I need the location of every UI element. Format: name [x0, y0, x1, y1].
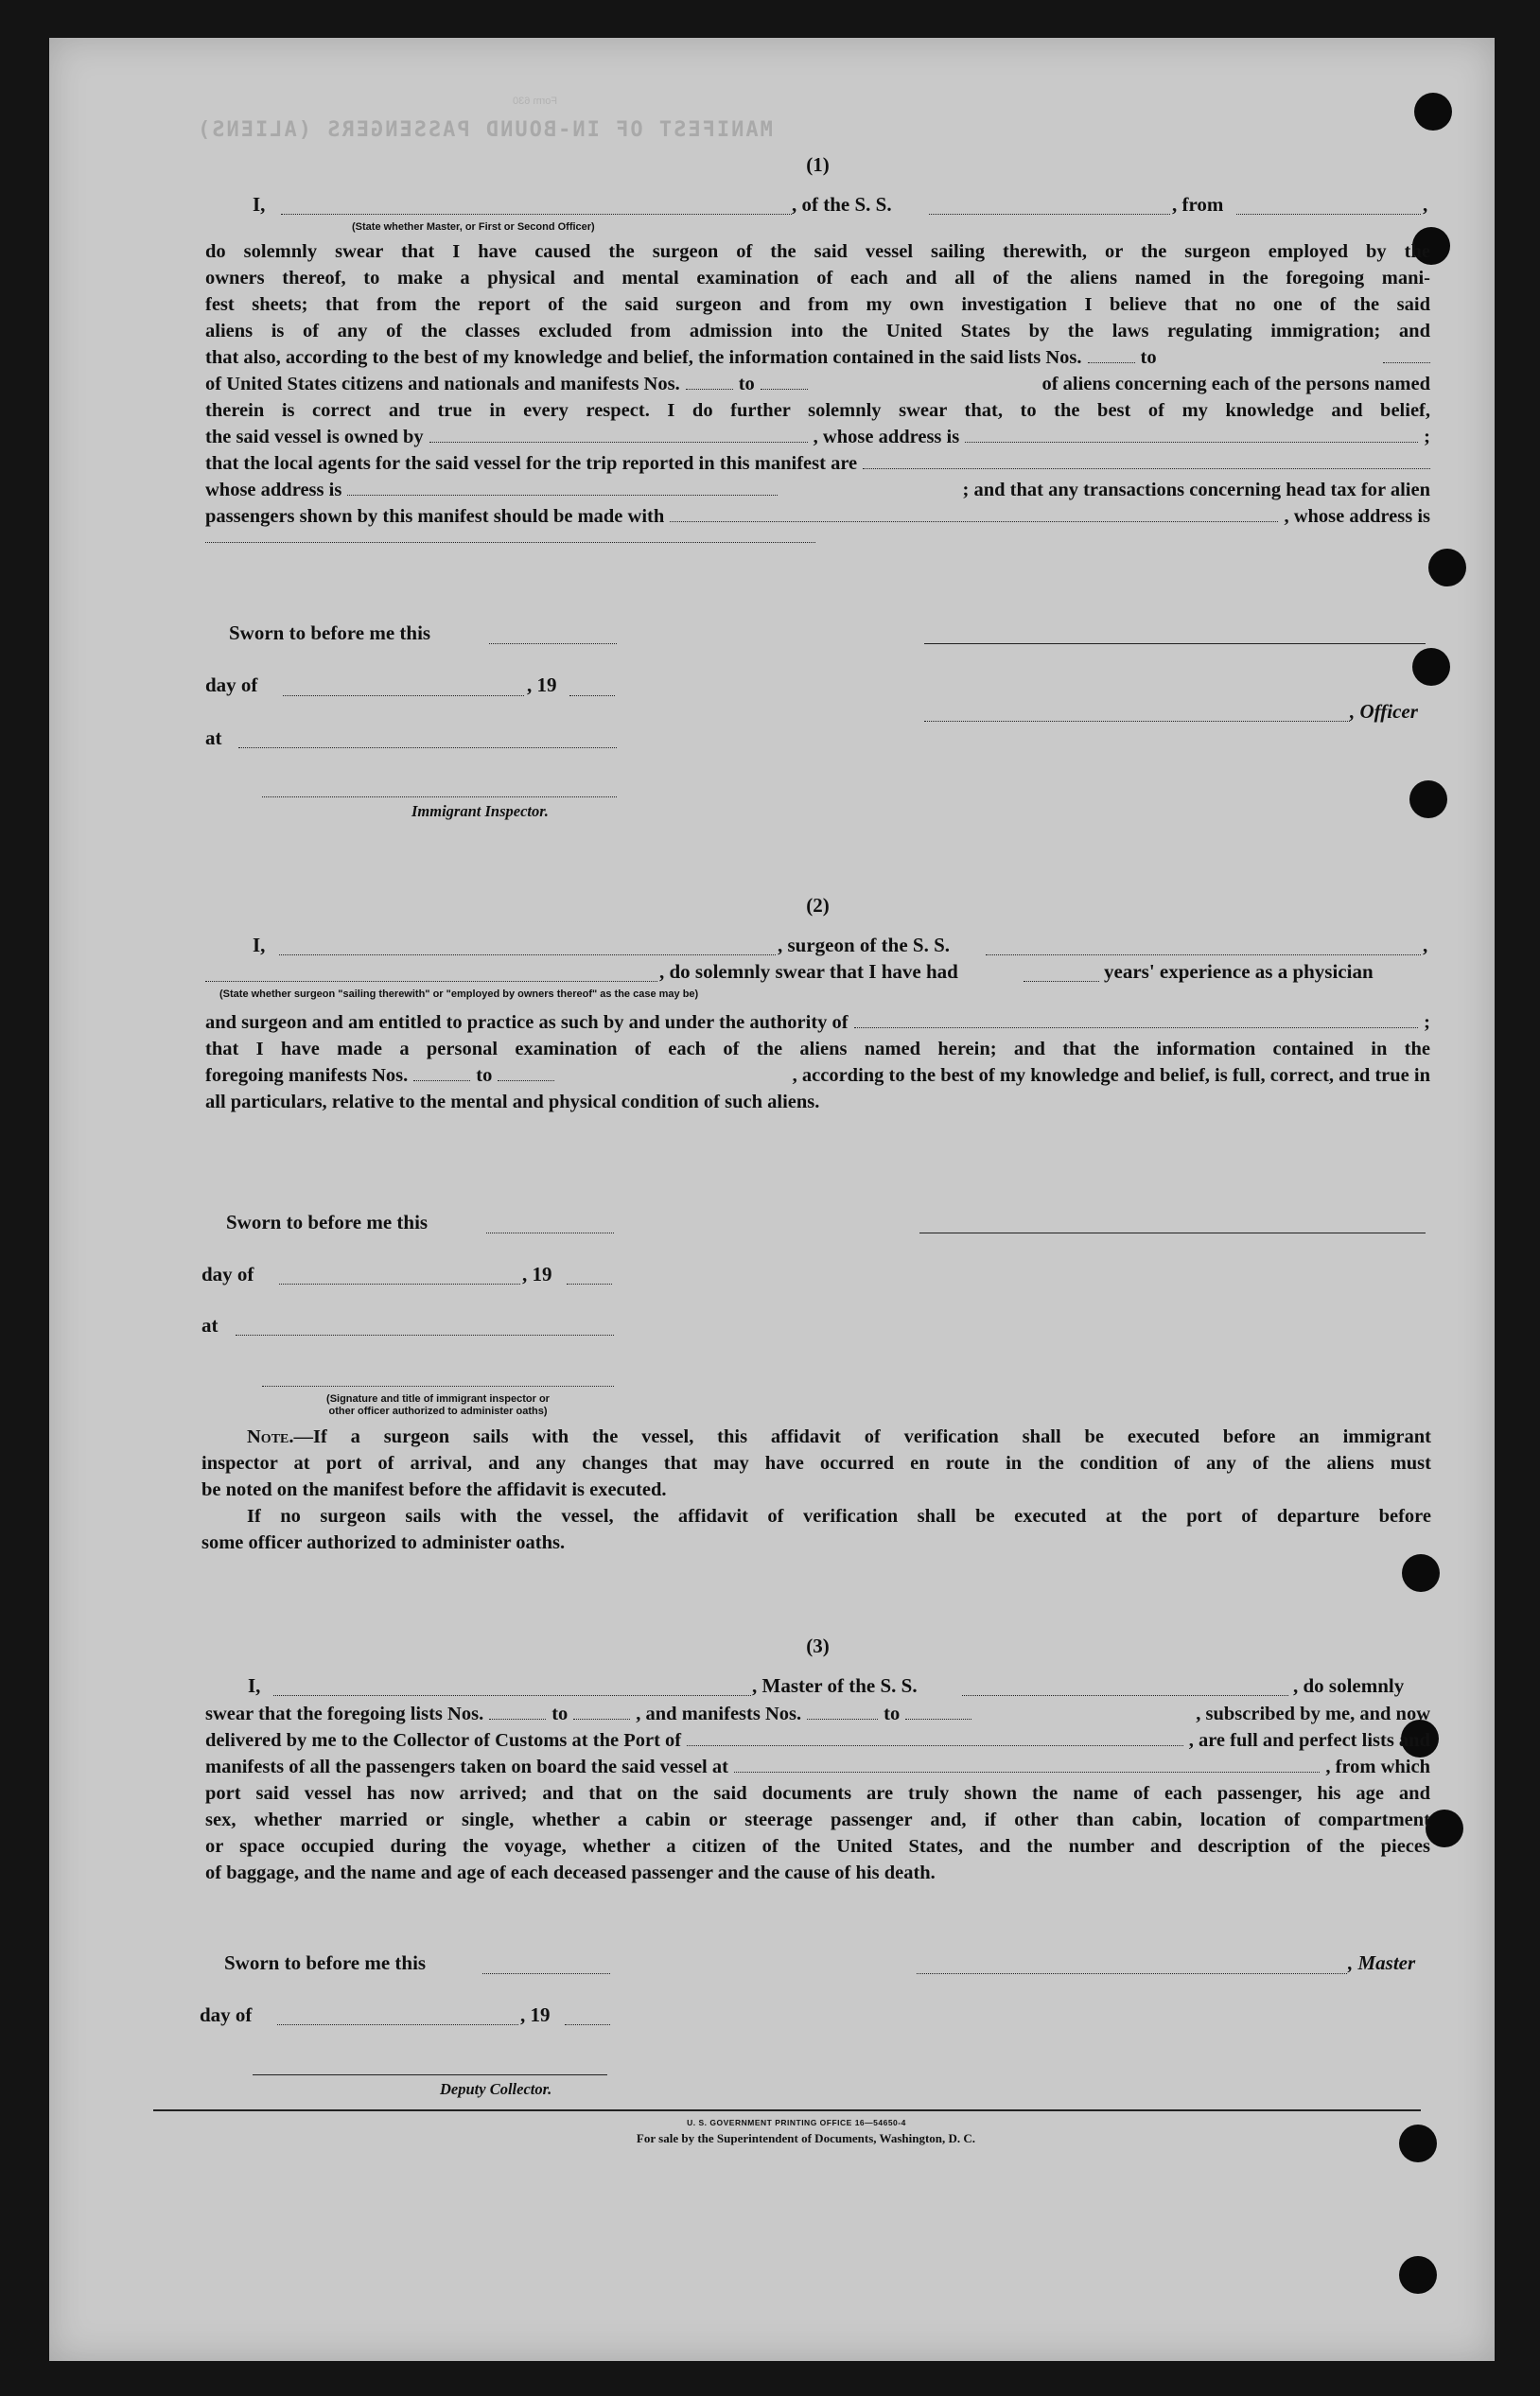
body-line: do solemnly swear that I have caused the surgeon of the said vessel sailing therewith, or the surgeon employed by the [205, 241, 1430, 262]
note-block [201, 1424, 1431, 1556]
owned-by-line: the said vessel is owned by , whose address is ; [205, 427, 1430, 447]
collector-line: delivered by me to the Collector of Customs at the Port of , are full and perfect lists and [205, 1730, 1430, 1751]
sworn-label: Sworn to before me this [224, 1951, 427, 1974]
manifests-to-field[interactable] [761, 388, 808, 390]
section-number: (3) [806, 1635, 830, 1657]
agents-line: that the local agents for the said vessel for the trip reported in this manifest are [205, 450, 1430, 477]
bleed-through-form-number: Form 630 [513, 96, 558, 107]
master-signature-line[interactable] [917, 1973, 1347, 1974]
binder-hole [1428, 549, 1466, 586]
manifests-from-field[interactable] [413, 1079, 470, 1081]
body-line: aliens is of any of the classes excluded from admission into the United States by the laws regulating immigration; and [205, 321, 1430, 341]
owner-field[interactable] [429, 441, 808, 443]
officer-label: , Officer [1350, 700, 1418, 723]
manifests-to-field[interactable] [498, 1079, 554, 1081]
at-label: at [201, 1314, 219, 1337]
day-of-field[interactable] [279, 1284, 520, 1285]
binder-hole [1414, 93, 1452, 131]
note-line: some officer authorized to administer oaths. [201, 1532, 566, 1553]
deputy-label: Deputy Collector. [440, 2080, 552, 2098]
body-line: or space occupied during the voyage, whether a citizen of the United States, and the number and description of the pieces [205, 1836, 1430, 1857]
master-ss-label: , Master of the S. S. [752, 1674, 918, 1697]
from-port-field[interactable] [1236, 214, 1421, 215]
year-field[interactable] [567, 1284, 612, 1285]
manifests-from-field[interactable] [807, 1718, 878, 1720]
surgeon-name-field[interactable] [279, 954, 776, 955]
officer-name-field[interactable] [281, 214, 792, 215]
vessel-name-field[interactable] [962, 1695, 1288, 1696]
do-solemnly-label: , do solemnly [1293, 1674, 1405, 1697]
vessel-name-field[interactable] [929, 214, 1170, 215]
binder-hole [1402, 1554, 1440, 1592]
note-line: inspector at port of arrival, and any changes that may have occurred en route in the condition of any of the aliens must [201, 1453, 1431, 1474]
officer-signature-line[interactable] [924, 643, 1426, 644]
experience-label: , do solemnly swear that I have had [659, 960, 958, 983]
from-label: , from [1172, 193, 1224, 216]
note-line: be noted on the manifest before the affidavit is executed. [201, 1479, 667, 1500]
body-line: port said vessel has now arrived; and that on the said documents are truly shown the name of each passenger, his age and [205, 1783, 1430, 1804]
section1-line1: I, , of the S. S. , from , [253, 193, 1428, 216]
port-field[interactable] [687, 1744, 1183, 1746]
pronoun-label: I, [248, 1674, 261, 1697]
boarding-port-field[interactable] [734, 1771, 1320, 1773]
at-field[interactable] [236, 1335, 614, 1336]
lists-line: swear that the foregoing lists Nos. to , and manifests Nos. to , subscribed by me, and now [205, 1704, 1430, 1724]
binder-hole [1426, 1810, 1463, 1847]
surgeon-ss-label: , surgeon of the S. S. [778, 934, 951, 956]
year-field[interactable] [565, 2024, 610, 2025]
section3-line1 [205, 1674, 1430, 1703]
body-line: all particulars, relative to the mental and physical condition of such aliens. [205, 1092, 820, 1112]
sworn-label: Sworn to before me this [226, 1211, 429, 1233]
section1-body [205, 238, 1430, 543]
body-line: therein is correct and true in every respect. I do further solemnly swear that, to the best of my knowledge and belief, [205, 400, 1430, 421]
section2-line2 [205, 960, 1430, 988]
section2-line1: I, , surgeon of the S. S. , [253, 934, 1428, 956]
lists-from-field[interactable] [489, 1718, 546, 1720]
surgeon-type-field[interactable] [205, 981, 657, 982]
inspector-signature-line[interactable] [262, 796, 617, 797]
year-prefix: , 19 [520, 2003, 551, 2026]
note-line: Note.—If a surgeon sails with the vessel, this affidavit of verification shall be executed before an immigrant [247, 1426, 1431, 1447]
owner-address-field[interactable] [965, 441, 1418, 443]
citizens-line: of United States citizens and nationals and manifests Nos. to of aliens concerning each of the persons named [205, 374, 1430, 394]
body-line: that I have made a personal examination of each of the aliens named herein; and that the information contained in the [205, 1039, 1430, 1059]
year-prefix: , 19 [527, 673, 557, 696]
agents-field[interactable] [863, 467, 1430, 469]
sale-notice: For sale by the Superintendent of Documents, Washington, D. C. [636, 2131, 976, 2145]
passengers-line: passengers shown by this manifest should be made with , whose address is [205, 506, 1430, 527]
body-line: of baggage, and the name and age of each deceased passenger and the cause of his death. [205, 1863, 936, 1883]
year-prefix: , 19 [522, 1263, 552, 1285]
signature-caption: (Signature and title of immigrant inspector or other officer authorized to administer oaths) [326, 1393, 550, 1417]
officer-caption: (State whether Master, or First or Second Officer) [352, 221, 595, 233]
vessel-name-field[interactable] [986, 954, 1421, 955]
section2-body [205, 1009, 1430, 1115]
manifests-to-field[interactable] [905, 1718, 971, 1720]
bleed-through-header: MANIFEST OF IN-BOUND PASSENGERS (ALIENS) [196, 118, 773, 142]
day-of-field[interactable] [277, 2024, 518, 2025]
surgeon-caption: (State whether surgeon "sailing therewith" or "employed by owners thereof" as the case may be) [219, 988, 699, 1000]
inspector-signature-line[interactable] [262, 1386, 614, 1387]
sworn-label: Sworn to before me this [229, 621, 431, 644]
gpo-imprint: U. S. GOVERNMENT PRINTING OFFICE 16—54650-4 [687, 2118, 906, 2127]
binder-hole [1399, 2125, 1437, 2162]
day-of-label: day of [200, 2003, 253, 2026]
deputy-signature-line[interactable] [253, 2074, 607, 2075]
sworn-date-field[interactable] [482, 1973, 610, 1974]
binder-hole [1399, 2256, 1437, 2294]
lists-to-field[interactable] [573, 1718, 630, 1720]
master-name-field[interactable] [273, 1695, 751, 1696]
section-number: (2) [806, 894, 830, 917]
binder-hole [1412, 648, 1450, 686]
years-field[interactable] [1024, 981, 1099, 982]
pronoun-label: I, [253, 934, 266, 956]
contact-address-field[interactable] [205, 541, 815, 543]
section-number: (1) [806, 153, 830, 176]
footer-rule [153, 2109, 1421, 2111]
note-line: If no surgeon sails with the vessel, the affidavit of verification shall be executed at the port of departure before [247, 1506, 1431, 1527]
note-label: Note. [247, 1426, 294, 1447]
binder-hole [1409, 780, 1447, 818]
day-of-label: day of [205, 673, 258, 696]
pronoun-label: I, [253, 193, 266, 216]
of-ss-label: , of the S. S. [792, 193, 892, 216]
officer-title-line[interactable] [924, 721, 1350, 722]
at-field[interactable] [238, 747, 617, 748]
lists-to-field[interactable] [1383, 361, 1430, 363]
form-sheet [49, 38, 1495, 2361]
authority-field[interactable] [854, 1026, 1419, 1028]
lists-nos-line: that also, according to the best of my knowledge and belief, the information contained in the said lists Nos. to [205, 344, 1430, 371]
body-line: sex, whether married or single, whether a cabin or steerage passenger and, if other than cabin, location of compartment [205, 1810, 1430, 1830]
authority-line: and surgeon and am entitled to practice as such by and under the authority of ; [205, 1012, 1430, 1033]
head-tax-contact-field[interactable] [670, 520, 1278, 522]
day-of-label: day of [201, 1263, 254, 1285]
year-field[interactable] [569, 695, 615, 696]
physician-label: years' experience as a physician [1104, 960, 1374, 983]
whose-address-line: whose address is ; and that any transactions concerning head tax for alien [205, 480, 1430, 500]
day-of-field[interactable] [283, 695, 524, 696]
body-line: owners thereof, to make a physical and mental examination of each and all of the aliens named in the foregoing mani- [205, 268, 1430, 289]
manifests-line: foregoing manifests Nos. to , according to the best of my knowledge and belief, is full, correct, and true in [205, 1065, 1430, 1086]
taken-on-board-line: manifests of all the passengers taken on board the said vessel at , from which [205, 1757, 1430, 1777]
inspector-label: Immigrant Inspector. [411, 802, 549, 820]
at-label: at [205, 726, 222, 749]
manifests-from-field[interactable] [686, 388, 733, 390]
agents-address-field[interactable] [347, 494, 778, 496]
lists-from-field[interactable] [1088, 361, 1135, 363]
section3-body [205, 1701, 1430, 1886]
body-line: fest sheets; that from the report of the said surgeon and from my own investigation I believe that no one of the said [205, 294, 1430, 315]
sworn-date-field[interactable] [489, 643, 617, 644]
master-label: , Master [1348, 1951, 1416, 1974]
